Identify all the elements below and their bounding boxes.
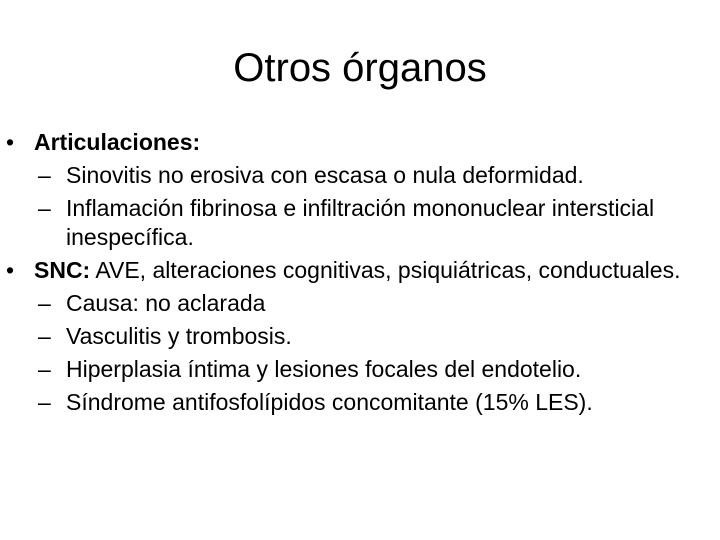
sub-item-text: Síndrome antifosfolípidos concomitante (15% LES).: [66, 389, 593, 415]
bullet-text: AVE, alteraciones cognitivas, psiquiátricas, conductuales.: [90, 257, 681, 283]
slide-title: Otros órganos: [233, 46, 487, 90]
sub-item: [0, 161, 720, 190]
sub-item: [0, 289, 720, 318]
slide-body: [0, 128, 720, 421]
sub-item-text: Inflamación fibrinosa e infiltración mononuclear intersticial inespecífica.: [66, 195, 655, 250]
dash-icon: –: [38, 356, 51, 382]
bullet-icon: •: [6, 129, 15, 155]
dash-icon: –: [38, 162, 51, 188]
sub-item: [0, 355, 720, 384]
sub-item: [0, 194, 720, 252]
dash-icon: –: [38, 323, 51, 349]
bullet-item-articulaciones: [0, 128, 720, 157]
sub-item-text: Causa: no aclarada: [66, 290, 266, 316]
sub-item-text: Hiperplasia íntima y lesiones focales del endotelio.: [66, 356, 582, 382]
dash-icon: –: [38, 389, 51, 415]
dash-icon: –: [38, 195, 51, 221]
bullet-icon: •: [6, 257, 15, 283]
bullet-label: SNC:: [34, 257, 91, 283]
bullet-item-snc: [0, 256, 720, 285]
dash-icon: –: [38, 290, 51, 316]
sub-item-text: Sinovitis no erosiva con escasa o nula deformidad.: [66, 162, 584, 188]
sub-item: [0, 388, 720, 417]
sub-item: [0, 322, 720, 351]
sub-item-text: Vasculitis y trombosis.: [66, 323, 292, 349]
bullet-label: Articulaciones:: [34, 129, 201, 155]
